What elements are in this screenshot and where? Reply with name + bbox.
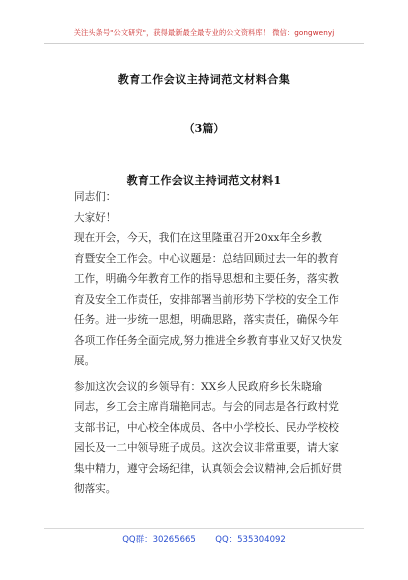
footer-qq-contact: QQ：535304092: [215, 535, 286, 545]
document-count-label: （3篇）: [183, 122, 225, 135]
body-line: 任务。进一步统一思想，明确思路，落实责任，确保今年: [74, 314, 339, 326]
header-promo-note: 关注头条号"公文研究"，获得最新最全最专业的公文资料库！ 微信：gongwenyj: [73, 28, 335, 37]
header-divider: [44, 43, 364, 44]
body-line: 工作，明确今年教育工作的指导思想和主要任务，落实教: [74, 273, 339, 285]
body-line-greeting: 大家好！: [74, 211, 117, 224]
body-line-salutation: 同志们：: [74, 191, 117, 203]
body-line: 集中精力，遵守会场纪律，认真领会会议精神,会后抓好贯: [74, 462, 343, 475]
body-line: 展。: [74, 355, 96, 367]
body-line: 同志，乡工会主席肖瑞艳同志。与会的同志是各行政村党: [74, 401, 339, 413]
body-line: 彻落实。: [74, 483, 117, 495]
body-line: 参加这次会议的乡领导有：XX乡人民政府乡长朱晓瑜: [74, 380, 323, 393]
document-title: 教育工作会议主持词范文材料合集: [117, 73, 291, 86]
footer-qq-group: QQ群：30265665: [122, 535, 196, 545]
body-line: 园长及一二中领导班子成员。这次会议非常重要，请大家: [74, 442, 339, 454]
body-line: 支部书记，中心校全体成员、各中小学校长、民办学校校: [74, 421, 339, 434]
footer-divider: [44, 528, 364, 529]
section-title: 教育工作会议主持词范文材料1: [126, 174, 282, 187]
body-line: 各项工作任务全面完成,努力推进全乡教育事业又好又快发: [74, 334, 343, 347]
body-line: 育及安全工作责任，安排部署当前形势下学校的安全工作: [74, 293, 339, 306]
document-body: [74, 187, 348, 500]
body-line: 现在开会，今天，我们在这里隆重召开20xx年全乡教: [74, 232, 322, 244]
footer-contact: [0, 533, 408, 545]
body-line: 育暨安全工作会。中心议题是：总结回顾过去一年的教育: [74, 252, 339, 265]
